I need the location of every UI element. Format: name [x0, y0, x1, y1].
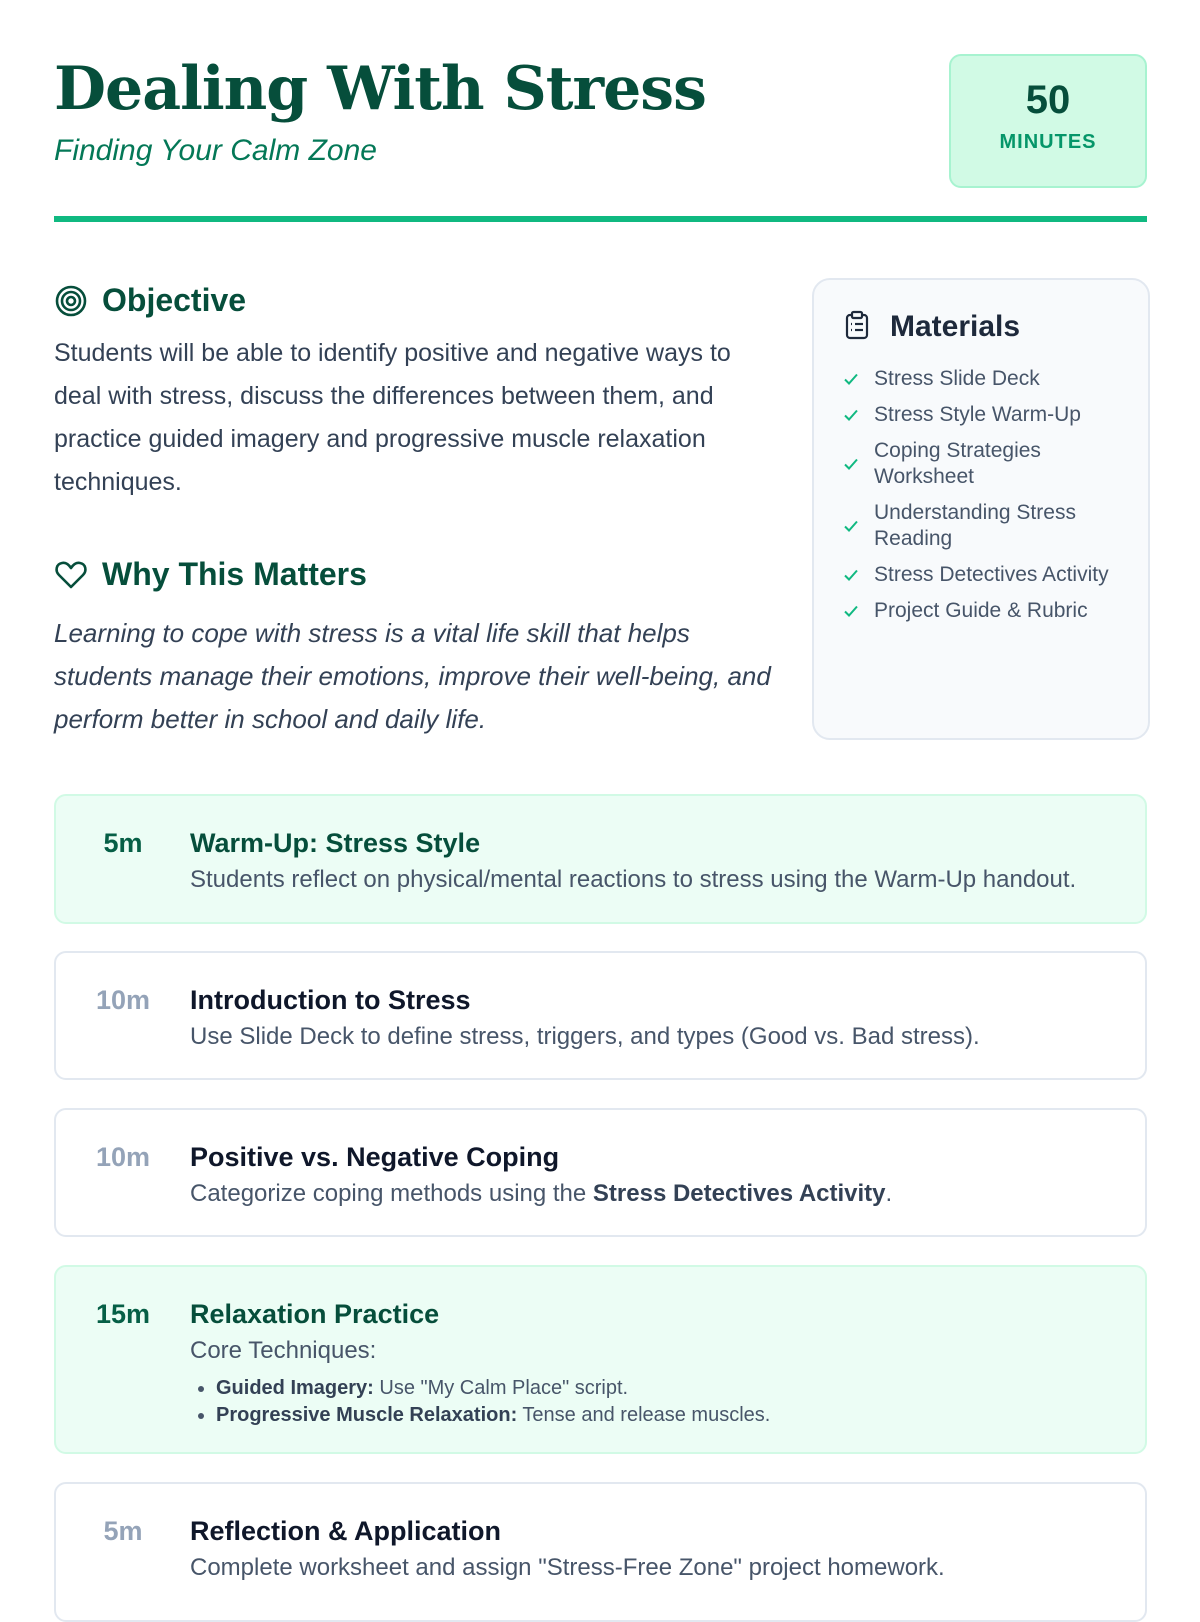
agenda-item-reflection	[54, 1482, 1147, 1622]
agenda-description: Students reflect on physical/mental reactions to stress using the Warm-Up handout.	[190, 866, 1077, 893]
material-label: Stress Style Warm-Up	[874, 403, 1081, 426]
header	[54, 52, 1147, 222]
material-label: Project Guide & Rubric	[874, 599, 1088, 622]
objective-heading: Objective	[102, 282, 247, 318]
agenda-time: 5m	[103, 828, 143, 858]
activity-name: Stress Detectives Activity	[592, 1180, 886, 1207]
page-subtitle: Finding Your Calm Zone	[54, 134, 377, 167]
check-icon	[842, 566, 860, 584]
technique-name: Guided Imagery:	[216, 1377, 374, 1399]
materials-heading-row	[842, 310, 1120, 344]
agenda-time: 15m	[95, 1299, 151, 1329]
technique-list	[190, 1375, 770, 1429]
target-icon	[54, 284, 88, 318]
agenda-time: 10m	[95, 985, 151, 1015]
header-divider	[54, 216, 1147, 222]
check-icon	[842, 455, 860, 473]
check-icon	[842, 602, 860, 620]
list-item	[216, 1402, 770, 1429]
agenda-title: Positive vs. Negative Coping	[190, 1142, 560, 1172]
why-text: Learning to cope with stress is a vital life skill that helps students manage their emotions, improve their well-being, and perform better in school and daily life.	[54, 618, 771, 734]
technique-text: Tense and release muscles.	[517, 1404, 771, 1426]
duration-unit: MINUTES	[999, 131, 1097, 153]
duration-value: 50	[1025, 78, 1071, 122]
check-icon	[842, 406, 860, 424]
list-item	[842, 500, 1120, 552]
agenda-item-warm-up	[54, 794, 1147, 924]
agenda-description: Core Techniques:	[190, 1337, 377, 1364]
agenda-title: Warm-Up: Stress Style	[190, 828, 481, 858]
heart-icon	[54, 558, 88, 592]
agenda-title: Introduction to Stress	[190, 985, 471, 1015]
list-item	[842, 402, 1120, 428]
agenda-description: Complete worksheet and assign "Stress-Free Zone" project homework.	[190, 1554, 945, 1581]
agenda-description: Use Slide Deck to define stress, triggers, and types (Good vs. Bad stress).	[190, 1023, 980, 1050]
page-title: Dealing With Stress	[54, 54, 706, 124]
objective-heading-row	[54, 282, 246, 319]
clipboard-icon	[842, 310, 876, 344]
materials-heading: Materials	[890, 310, 1021, 343]
list-item	[216, 1375, 770, 1402]
agenda-time: 10m	[95, 1142, 151, 1172]
list-item	[842, 562, 1120, 588]
material-label: Understanding Stress Reading	[874, 501, 1076, 550]
material-label: Stress Detectives Activity	[874, 563, 1109, 586]
list-item	[842, 438, 1120, 490]
why-heading: Why This Matters	[102, 556, 367, 592]
agenda-item-coping	[54, 1108, 1147, 1237]
materials-list	[842, 366, 1120, 624]
why-heading-row	[54, 556, 367, 593]
list-item	[842, 598, 1120, 624]
technique-name: Progressive Muscle Relaxation:	[216, 1404, 518, 1426]
check-icon	[842, 370, 860, 388]
agenda-description-suffix: .	[885, 1180, 893, 1207]
check-icon	[842, 517, 860, 535]
material-label: Stress Slide Deck	[874, 367, 1040, 390]
technique-text: Use "My Calm Place" script.	[373, 1377, 629, 1399]
agenda-description-prefix: Categorize coping methods using the	[190, 1180, 593, 1207]
agenda-item-introduction	[54, 951, 1147, 1080]
agenda-item-relaxation	[54, 1265, 1147, 1454]
list-item	[842, 366, 1120, 392]
objective-text: Students will be able to identify positive and negative ways to deal with stress, discuss the differences between them, and practice guided imagery and progressive muscle relaxation techniques.	[54, 339, 731, 496]
agenda-title: Reflection & Application	[190, 1516, 502, 1546]
agenda-description	[190, 1180, 1130, 1208]
materials-card	[812, 278, 1150, 740]
agenda-title: Relaxation Practice	[190, 1299, 440, 1329]
duration-badge	[949, 54, 1147, 188]
material-label: Coping Strategies Worksheet	[874, 439, 1041, 488]
agenda-time: 5m	[103, 1516, 143, 1546]
